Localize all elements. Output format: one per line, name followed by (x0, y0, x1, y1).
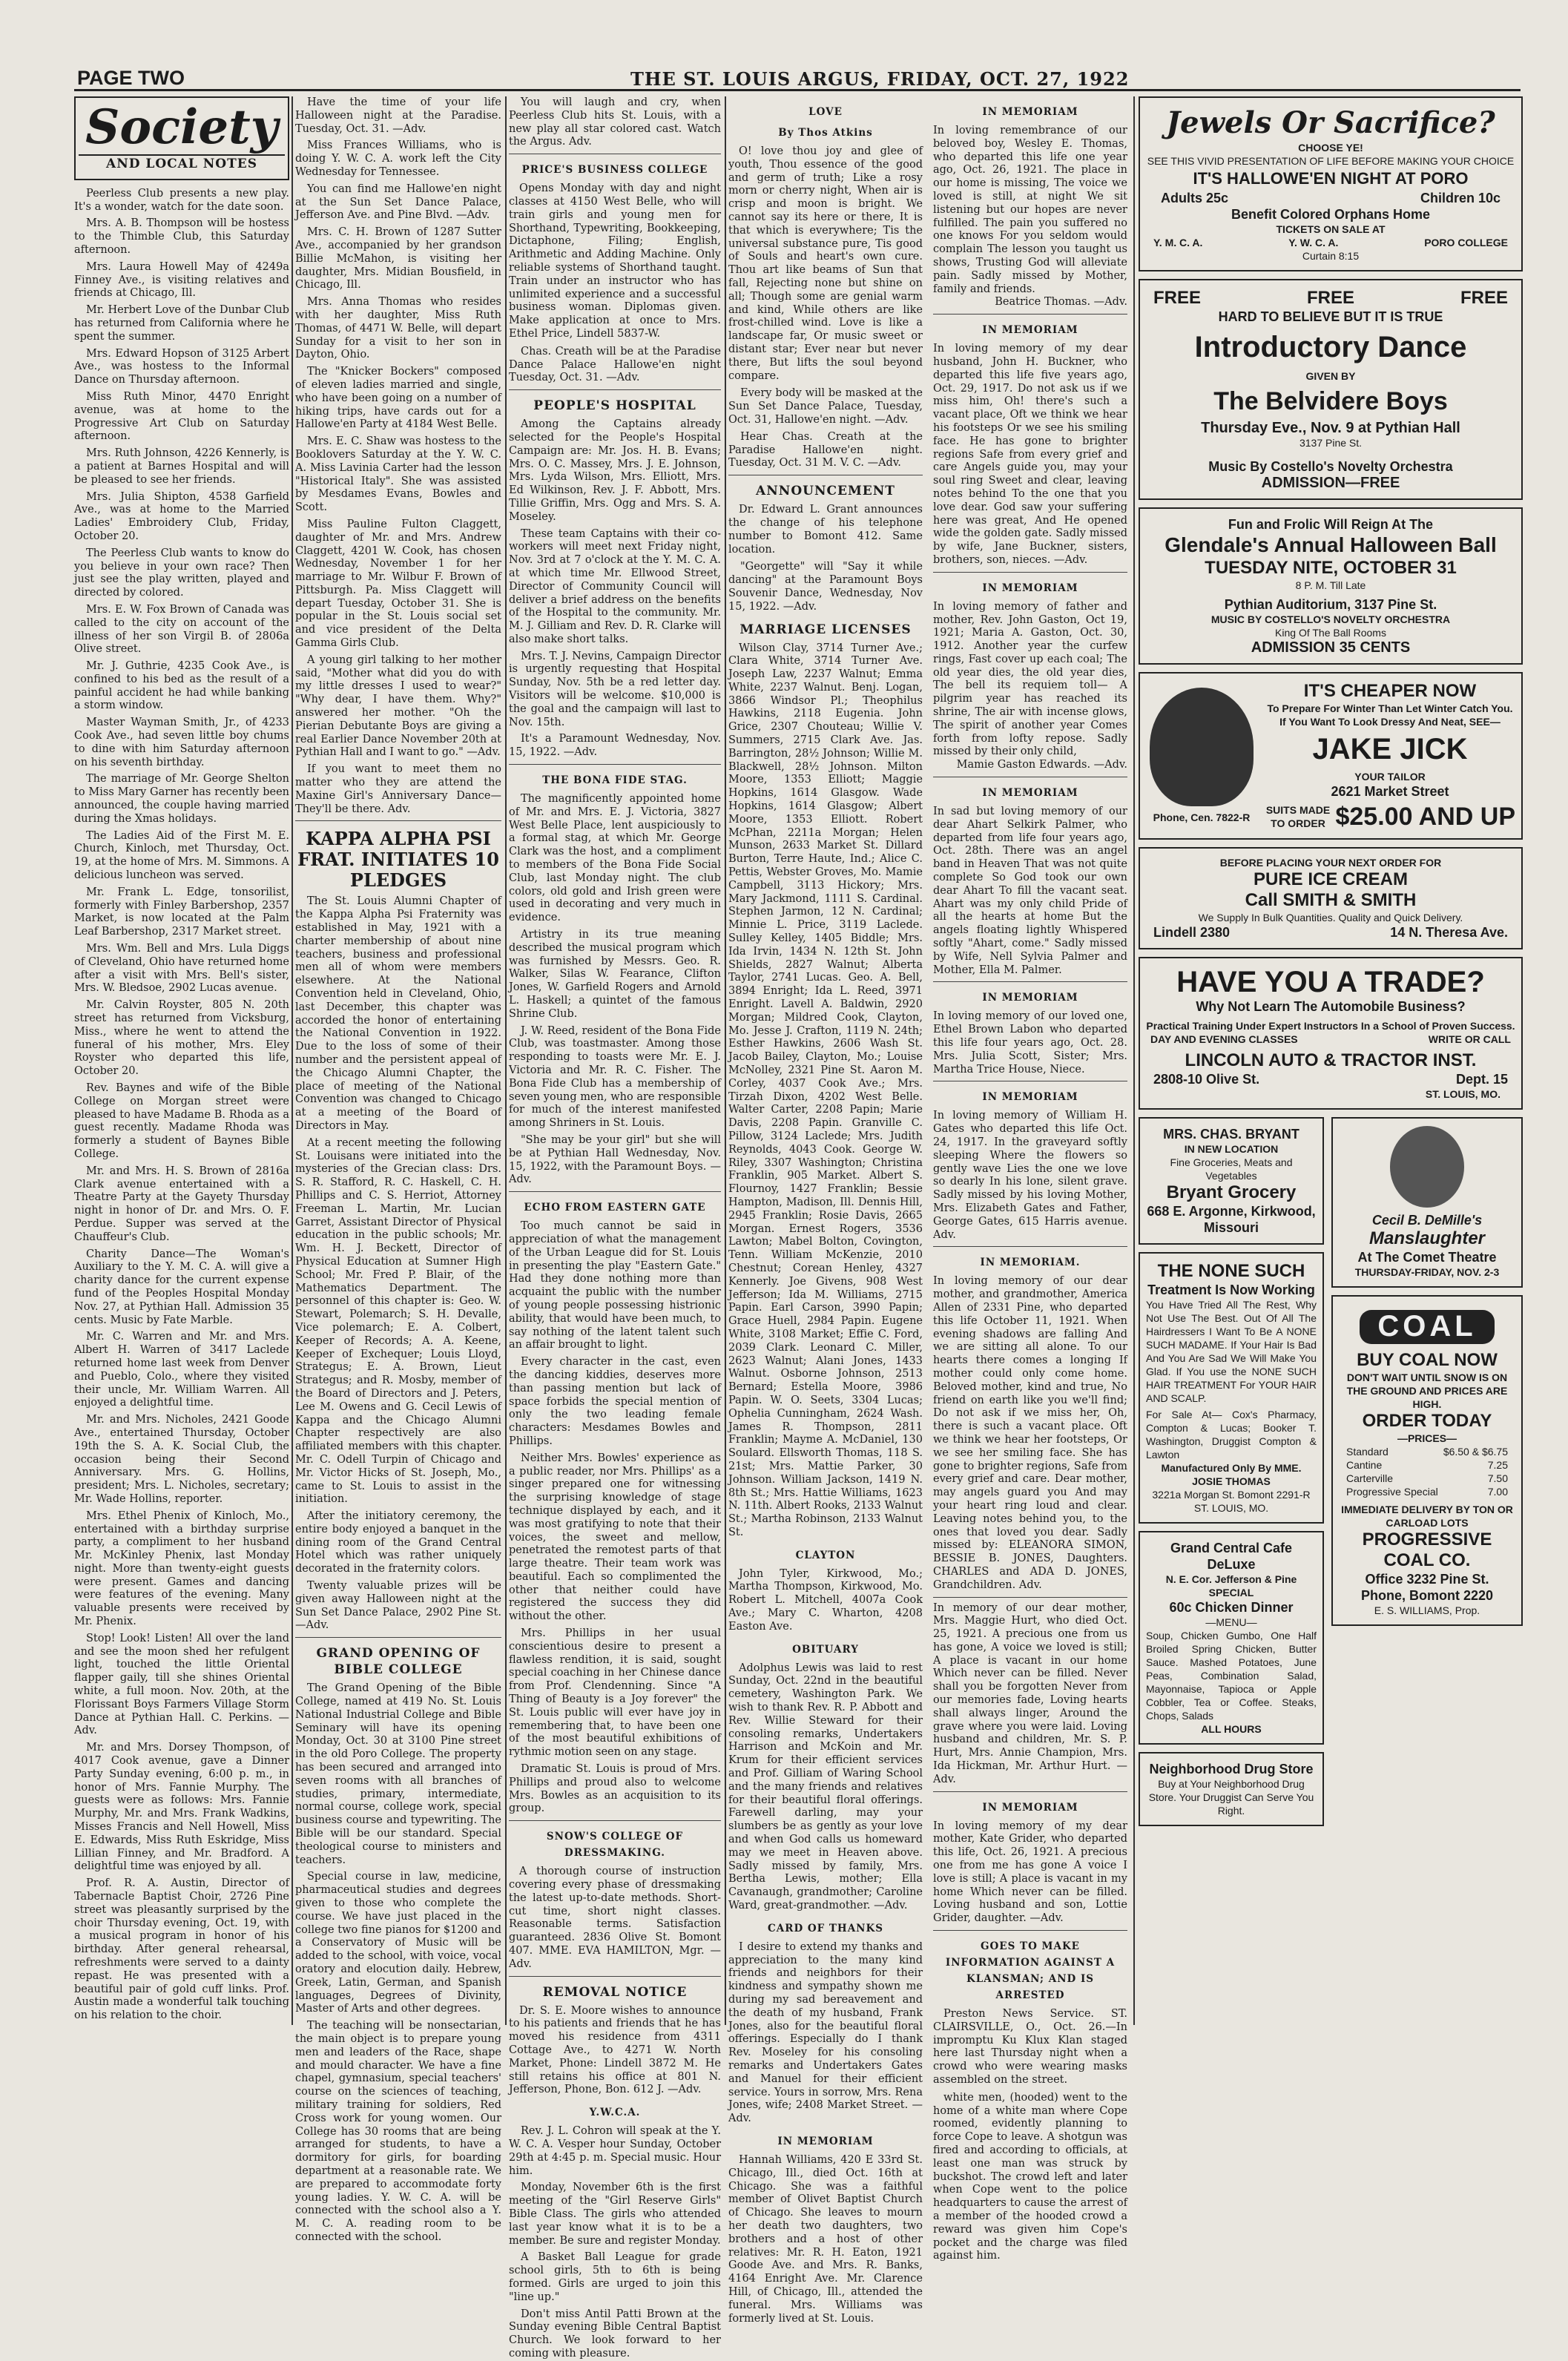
marriage-licenses-headline: MARRIAGE LICENSES (739, 622, 912, 637)
children-price: Children 10c (1420, 191, 1501, 205)
auto-training: Practical Training Under Expert Instructors In a School of Proven Success. (1146, 1020, 1515, 1032)
coal-price: 7.00 (1487, 1485, 1508, 1498)
coal-warning: DON'T WAIT UNTIL SNOW IS ON THE GROUND AND PRICES ARE HIGH. (1346, 1371, 1508, 1410)
news-item: The St. Louis Alumni Chapter of the Kappa Alpha Psi Fraternity was established in May, 1921 with a charter membership of about nine teachers, business and professional men all of whom were members elsewhere. At the National Convention held in Cleveland, Ohio, last December, this chapter was accorded the honor of entertaining the National Convention in 1922. Due to the loss of some of their number and the persistent appeal of the Chicago Alumni Chapter, the place of meeting of the National Convention was changed to Chicago at a meeting of the Board of Directors in May. (295, 895, 501, 1132)
actress-portrait (1390, 1126, 1464, 1208)
given-by: GIVEN BY (1305, 370, 1356, 382)
column-society (74, 96, 289, 2025)
free-right: FREE (1460, 288, 1508, 308)
news-item: Mrs. T. J. Nevins, Campaign Director is urgently requesting that Hospital Sunday, Nov. 5th be a red letter day. Visitors will be welcome. $10,000 is the goal and the campaign will last to Nov. 15th. (509, 650, 721, 728)
society-items (74, 188, 289, 2023)
news-item: Artistry in its true meaning described the musical program which was furnished by Messrs. Geo. R. Walker, Silas W. Fearance, Clifton Jones, W. Garfield Rogers and Arnold L. Haskell; a quintet of the famous Shrine Club. (509, 929, 721, 1020)
card-of-thanks-text: I desire to extend my thanks and appreciation to the many kind friends and neighbors for their kindness and sympathy shown me during my sad bereavement and the death of my husband, Frank Jones, also for the beautiful floral offerings. Especially do I thank Rev. Moseley for his consoling remarks and Undertakers Gates and Manuel for their efficient service. Yours in sorrow, Mrs. Rena Jones, wife; 2408 Market Street. —Adv. (728, 1940, 923, 2125)
announcement-text: Dr. Edward L. Grant announces the change of his telephone number to Bomont 412. Same location. (728, 504, 923, 556)
none-such-sub: Treatment Is Now Working (1147, 1282, 1315, 1297)
bryant-name: MRS. CHAS. BRYANT (1163, 1127, 1299, 1142)
divider (933, 1930, 1127, 1931)
news-item: Mr. J. Guthrie, 4235 Cook Ave., is confined to his bed as the result of a painful accident he had while banking a storm window. (74, 660, 289, 712)
coal-prices-label: —PRICES— (1397, 1432, 1457, 1444)
news-item: Charity Dance—The Woman's Auxiliary to the Y. M. C. A. will give a charity dance for the current expense fund of the Peoples Hospital Monday Nov. 27, at Pythian Hall. Admission 35 cents. Music by Fate Marble. (74, 1248, 289, 1326)
clayton-headline: CLAYTON (795, 1549, 856, 1561)
auto-school-ad (1139, 957, 1523, 1110)
news-item: You can find me Hallowe'en night at the Sun Set Dance Palace, Jefferson Ave. and Pine Blvd. —Adv. (295, 182, 501, 222)
tailor-text-block (1265, 681, 1515, 831)
news-item: Neither Mrs. Bowles' experience as a public reader, nor Mrs. Phillips' as a singer prepared one for witnessing the surprising knowledge of stage technique displayed by each, and it was most gratifying to note that their voices, the sweet and mellow, penetrated the remotest parts of that large theatre. Their team work was beautiful. Each so complimented the other that neither could have registered the success they did without the other. (509, 1452, 721, 1623)
cafe-title: Grand Central Cafe DeLuxe (1170, 1541, 1293, 1572)
divider (933, 1791, 1127, 1792)
column-four-right (933, 96, 1127, 2262)
demille-credit: Cecil B. DeMille's (1371, 1212, 1483, 1228)
divider (509, 1976, 721, 1977)
none-such-ad (1139, 1252, 1324, 1524)
news-item: J. W. Reed, resident of the Bona Fide Club, was toastmaster. Among those responding to toasts were Mr. E. J. Victoria and Mr. R. C. Fisher. The Bona Fide Club has a membership of seven young men, who are responsible for much of the interest manifested among Shriners in St. Louis. (509, 1024, 721, 1130)
none-such-sale: For Sale At— Cox's Pharmacy, Compton & Lucas; Booker T. Washington, Druggist Compton & Lawton (1146, 1409, 1317, 1461)
kappa-article (295, 895, 501, 1633)
venue-poro: PORO COLLEGE (1424, 237, 1508, 248)
tailor-sub: YOUR TAILOR (1354, 771, 1426, 783)
curtain-time: Curtain 8:15 (1302, 250, 1360, 262)
bona-fide-article (509, 793, 721, 1187)
drug-store-title: Neighborhood Drug Store (1149, 1762, 1314, 1776)
bryant-store: Bryant Grocery (1166, 1182, 1297, 1202)
coal-phone: Phone, Bomont 2220 (1360, 1587, 1494, 1603)
clayton-list: John Tyler, Kirkwood, Mo.; Martha Thompson, Kirkwood, Mo. Robert L. Mitchell, 4007a Cook Ave.; Mary C. Wharton, 4208 Easton Ave. (728, 1567, 923, 1633)
lower-ads (1139, 1117, 1523, 1834)
drug-store-ad (1139, 1752, 1324, 1826)
news-item: The magnificently appointed home of Mr. and Mrs. E. J. Victoria, 3827 West Belle Place, lent auspiciously to a formal stag, at which Mr. George Clark was the host, and a compliment to members of the Bona Fide Social Club, last Monday night. The club colors, old gold and Irish green were used in decorating and very much in evidence. (509, 793, 721, 924)
glendale-intro: Fun and Frolic Will Reign At The (1228, 517, 1434, 532)
belvidere-boys: The Belvidere Boys (1213, 387, 1448, 415)
news-item: Mrs. Ethel Phenix of Kinloch, Mo., entertained with a birthday surprise party, a compliment to her husband Mr. McKinley Phenix, last Monday night. More than twenty-eight guests were present. Games and dancing were features of the evening. Many valuable presents were received by Mr. Phenix. (74, 1509, 289, 1628)
news-item: Mrs. Laura Howell May of 4249a Finney Ave., is visiting relatives and friends at Chicago, Ill. (74, 260, 289, 300)
tailor-address: 2621 Market Street (1331, 784, 1449, 799)
glendale-venue: Pythian Auditorium, 3137 Pine St. (1224, 597, 1437, 612)
news-item: Mr. and Mrs. H. S. Brown of 2816a Clark avenue entertained with a Theatre Party at the Gayety Thursday night in honor of Dr. and Mrs. O. F. Perdue. Supper was served at the Chauffeur's Club. (74, 1165, 289, 1243)
coal-price-table (1339, 1445, 1515, 1498)
cafe-dinner: 60c Chicken Dinner (1169, 1600, 1294, 1615)
newspaper-title: THE ST. LOUIS ARGUS, FRIDAY, OCT. 27, 1922 (630, 68, 1130, 90)
coal-logo: COAL (1360, 1310, 1494, 1344)
ice-cream-phone: Lindell 2380 (1153, 925, 1231, 940)
coal-price-row (1346, 1458, 1508, 1472)
column-rule (1133, 96, 1135, 2025)
news-item: Mrs. E. C. Shaw was hostess to the Booklovers Saturday at the Y. W. C. A. Miss Lavinia Carter had the lesson "Historical Italy". She was assisted by Mesdames Evans, Bowles and Scott. (295, 435, 501, 514)
prices-headline: PRICE'S BUSINESS COLLEGE (521, 164, 708, 177)
memoriam-text: In loving remembrance of our beloved boy, Wesley E. Thomas, who departed this life one year ago, Oct. 26, 1921. The place in our home is missing, The voice we loved is still, at night We sit listening but our hopes are never fulfilled. The pain you suffered no one knows For you seldom would complain The lesson you taught us shows, Trusting God will alleviate pain. Sadly missed by Mother, family and friends. (933, 125, 1127, 295)
adults-price: Adults 25c (1161, 191, 1229, 205)
memoriam-small-headline: IN MEMORIAM (777, 2135, 874, 2147)
memoriam-heading: IN MEMORIAM (982, 787, 1078, 800)
glendale-admission: ADMISSION 35 CENTS (1251, 639, 1411, 656)
column-ads (1139, 96, 1523, 2025)
memoriam-heading: IN MEMORIAM (982, 992, 1078, 1004)
news-item: Have the time of your life Halloween night at the Paradise. Tuesday, Oct. 31. —Adv. (295, 96, 501, 135)
love-poem-author: By Thos Atkins (778, 127, 873, 139)
sunset-notice: Every body will be masked at the Sun Set Dance Palace, Tuesday, Oct. 31, Hallowe'en night. —Adv. (728, 387, 923, 426)
auto-city: ST. LOUIS, MO. (1425, 1088, 1501, 1100)
cafe-ad (1139, 1531, 1324, 1745)
divider (295, 820, 501, 821)
glendale-ad (1139, 507, 1523, 665)
memoriam-text: In loving memory of William H. Gates who departed this life Oct. 24, 1917. In the graveyard softly sleeping Where the flowers so gently wave Lies the one we love so dearly In his lone, silent grave. Sadly missed by his loving Mother, Mrs. Elizabeth Gates and Father, George Gates, 615 Harris avenue. Adv. (933, 1110, 1127, 1241)
klansman-headline: GOES TO MAKE INFORMATION AGAINST A KLANSMAN; AND IS ARRESTED (945, 1940, 1116, 2002)
memoriam-signature: Mamie Gaston Edwards. —Adv. (956, 759, 1127, 771)
column-two (295, 96, 501, 2243)
bona-fide-headline: THE BONA FIDE STAG. (542, 774, 688, 787)
column-four-left (728, 96, 923, 2325)
masthead (74, 64, 1521, 91)
obituary-text: Adolphus Lewis was laid to rest Sunday, Oct. 22nd in the beautiful cemetery, Washington Park. We wish to thank Rev. R. P. Abbott and Rev. Willie Steward for their consoling remarks, Undertakers Harrison and McKoin and Mr. Krum for their efficient services and Prof. Gilliam of Waring School and the many friends and relatives for their beautiful floral offerings. Farewell darling, may your slumbers be as gently as your love and when God calls us homeward may we meet in Heaven above. Sadly missed by family, Mrs. Bertha Lewis, mother; Ella Cavanaugh, grandmother; Caroline Ward, great-grandmother. —Adv. (728, 1662, 923, 1912)
jewels-choose: CHOOSE YE! (1298, 142, 1363, 154)
dance-music: Music By Costello's Novelty Orchestra (1208, 459, 1453, 474)
echo-headline: ECHO FROM EASTERN GATE (524, 1202, 706, 1214)
cafe-address: N. E. Cor. Jefferson & Pine (1165, 1573, 1297, 1585)
news-item: Mrs. Phillips in her usual conscientious desire to present a flawless rendition, it is said, sought special coaching in her Chinese dance from Prof. Clendenning. Since "A Thing of Beauty is a Joy forever" the St. Louis public will ever have joy in remembering that, to have been one of the most beautiful exhibitions of rythmic motion seen on any stage. (509, 1627, 721, 1759)
news-item: Mrs. Ruth Johnson, 4226 Kennerly, is a patient at Barnes Hospital and will be pleased to see her friends. (74, 447, 289, 486)
news-item: Mr. Herbert Love of the Dunbar Club has returned from California where he spent the summer. (74, 304, 289, 343)
news-item: The Grand Opening of the Bible College, named at 419 No. St. Louis National Industrial College and Bible Seminary will have its opening Monday, Oct. 30 at 3100 Pine street in the old Poro College. The property has been secured and arranged into seven rooms with all branches of studies, primary, intermediate, normal course, college work, special business course and typewriting. The Bible will be our standard. Special theological course to ministers and teachers. (295, 1682, 501, 1866)
news-item: Mrs. Anna Thomas who resides with her daughter, Miss Ruth Thomas, of 4471 W. Belle, will depart Sunday for a visit to her son in Dayton, Ohio. (295, 296, 501, 361)
none-such-title: THE NONE SUCH (1157, 1261, 1305, 1281)
news-item: It's a Paramount Wednesday, Nov. 15, 1922. —Adv. (509, 733, 721, 759)
divider (933, 572, 1127, 573)
obituary-headline: OBITUARY (792, 1643, 859, 1656)
memoriam-text: In loving memory of our dear mother, and grandmother, America Allen of 2331 Pine, who departed this life October 11, 1921. When evening shadows are falling And we are sitting all alone. To our hearts there comes a longing If mother could only come home. Beloved mother, kind and true, No friend on earth like you we'll find; Do not ask if we miss her, Oh, there is such a vacant place. Oft we think we hear her footsteps, Or we see her smiling face. She has gone to brighter regions, Safe from every grief and care. Dear mother, may angels guard you And may your heart ring loud and clear. Leaving notes behind you, to the ones that loved you dear. Sadly missed by: ELEANORA SIMON, BESSIE B. JONES, Daughters. CHARLES and ADA D. JONES, Grandchildren. Adv. (933, 1275, 1127, 1591)
column-rule (725, 96, 726, 2025)
divider (933, 314, 1127, 315)
news-item: Mrs. C. H. Brown of 1287 Sutter Ave., accompanied by her grandson Billie McMahon, is visiting her daughter, Mrs. Midian Bousfield, in Chicago, Ill. (295, 226, 501, 292)
memoriam-text: In loving memory of father and mother, Rev. John Gaston, Oct 19, 1921; Maria A. Gaston, Oct. 30, 1912. Another year the curfew rings, Fast cover up each coal; The old year dies, the old year dies, The bell its requiem toll— A pilgrim year has reached its shrine, The air with incense glows, The spirit of another year Comes forth from lofty repose. Sadly missed by their only child, (933, 600, 1127, 758)
column-rule (291, 96, 293, 2025)
coal-headline: BUY COAL NOW (1357, 1349, 1498, 1370)
ice-cream-supply: We Supply In Bulk Quantities. Quality and Quick Delivery. (1198, 912, 1463, 923)
news-item: Mr. Calvin Royster, 805 N. 20th street has returned from Vicksburg, Miss., where he went to attend the funeral of his mother, Mrs. Eley Royster who departed this life, October 20. (74, 999, 289, 1078)
memoriam-heading: IN MEMORIAM (982, 106, 1078, 118)
cafe-hours: ALL HOURS (1201, 1723, 1262, 1735)
divider (509, 764, 721, 765)
news-item: Mrs. A. B. Thompson will be hostess to the Thimble Club, this Saturday afternoon. (74, 217, 289, 256)
coal-grade: Carterville (1346, 1472, 1394, 1484)
snow-college-article: A thorough course of instruction covering every phase of dressmaking the latest up-to-date methods. Short-cut time, short night classes. Reasonable terms. Satisfaction guaranteed. 2836 Olive St. Bomont 407. MME. EVA HAMILTON, Mgr. —Adv. (509, 1866, 721, 1970)
news-item: Don't miss Antil Patti Brown at the Sunday evening Bible Central Baptist Church. We look forward to her coming with pleasure. (509, 2308, 721, 2360)
auto-dept: Dept. 15 (1455, 1072, 1508, 1087)
ywca-headline: Y.W.C.A. (589, 2107, 641, 2119)
glendale-date: TUESDAY NITE, OCTOBER 31 (1205, 558, 1457, 578)
tailor-phone: Phone, Cen. 7822-R (1153, 811, 1251, 823)
ice-cream-address: 14 N. Theresa Ave. (1390, 925, 1508, 940)
news-item: Dramatic St. Louis is proud of Mrs. Phillips and proud also to welcome Mrs. Bowles as an acquisition to its group. (509, 1763, 721, 1815)
news-item: The marriage of Mr. George Shelton to Miss Mary Garner has recently been announced, the couple having married during the Xmas holidays. (74, 773, 289, 825)
divider (295, 1637, 501, 1638)
news-item: Mrs. Wm. Bell and Mrs. Lula Diggs of Cleveland, Ohio have returned home after a visit with Mrs. Bell's sister, Mrs. W. Bledsoe, 2902 Lucas avenue. (74, 943, 289, 995)
removal-headline: REMOVAL NOTICE (542, 1984, 688, 2000)
column-four (728, 96, 1129, 2325)
tailor-photo-block (1146, 688, 1257, 824)
memoriam-text: In sad but loving memory of our dear Ahart Selkirk Palmer, who departed from life four years ago, Oct. 28th. There was an angel band in Heaven That was not quite complete So God took our own dear Ahart To fill the vacant seat. Ahart was my only child Pride of all the hearts at home But the angels floating lightly Whispered softly "Ahart, come." Sadly missed by Wife, Nell Sylvia Palmer and Mother, Ella M. Palmer. (933, 806, 1127, 976)
creath-notice: Chas. Creath will be at the Paradise Dance Palace Hallowe'en night Tuesday, Oct. 31. —Adv. (509, 345, 721, 384)
ice-cream-call: Call SMITH & SMITH (1245, 890, 1417, 910)
news-item: Rev. Baynes and wife of the Bible College on Morgan street were pleased to have Madame B. Rhoda as a guest recently. Madame Rhoda was formerly a student of Baynes Bible College. (74, 1082, 289, 1160)
coal-price: 7.50 (1487, 1472, 1508, 1484)
memoriam-heading: IN MEMORIAM (982, 582, 1078, 594)
glendale-king: King Of The Ball Rooms (1275, 627, 1386, 639)
memoriam-text: In loving memory of our loved one, Ethel Brown Labon who departed this life four years ago, Oct. 28. Mrs. Julia Scott, Sister; Mrs. Martha Trice House, Niece. (933, 1010, 1127, 1076)
ice-cream-ad (1139, 847, 1523, 949)
ywca-article (509, 2125, 721, 2361)
none-such-address: 3221a Morgan St. Bomont 2291-R ST. LOUIS, MO. (1152, 1489, 1311, 1514)
tailor-price: $25.00 AND UP (1335, 803, 1515, 831)
venue-ywca: Y. W. C. A. (1288, 237, 1339, 248)
none-such-maker: Manufactured Only By MME. JOSIE THOMAS (1161, 1462, 1302, 1487)
dance-date: Thursday Eve., Nov. 9 at Pythian Hall (1201, 420, 1460, 436)
coal-grade: Progressive Special (1346, 1485, 1438, 1498)
news-item: At a recent meeting the following St. Louisans were initiated into the mysteries of the Grecian class: Drs. S. R. Stafford, R. C. Haskell, C. H. Phillips and C. S. Herriot, Attorney Freeman L. Martin, Mr. Lucian Garret, Assistant Director of Physical education in the public schools; Mr. Wm. H. J. Beckett, Director of Physical Education at Sumner High School; Mr. Fred P. Blair, of the Mathematics Department. The personnel of this chapter is: Geo. W. Stewart, Polemarch; S. H. Devalle, Vice polemarch; E. A. Colbert, Keeper of Records; A. A. Keene, Keeper of Exchequer; Louis Lloyd, Strategus; E. A. Brown, Lieut Strategus; and R. Mosby, member of the Board of Directors and J. Peters, Lee M. Owens and G. Cecil Lewis of Kappa and the Chicago Alumni Chapter respectively are also affiliated members with this chapter. Mr. C. Odell Turpin of Chicago and Mr. Victor Hicks of St. Joseph, Mo., came to St. Louis to assist in the initiation. (295, 1136, 501, 1506)
news-item: Mr. and Mrs. Dorsey Thompson, of 4017 Cook avenue, gave a Dinner Party Sunday evening, 6:00 p. m., in honor of Mrs. Fannie Murphy. The guests were as follows: Mrs. Fannie Murphy, Mr. and Mrs. Frank Wadkins, Misses Francis and Nell Howell, Miss E. Edwards, Miss Ruth Eskridge, Miss Lillian Finney, and Mr. Bradford. A delightful time was enjoyed by all. (74, 1742, 289, 1873)
memoriam-text: In loving memory of my dear husband, John H. Buckner, who departed this life five years ago, Oct. 29, 1917. Do not ask us if we miss him, Oh! there's such a vacant place, Oft we think we hear his footsteps Or we see his smiling face. He has gone to brighter regions Safe from every grief and care Angels guide you, may your soul ring Sweet and clear, leaving notes behind To the one that you love dear. God saw your suffering here was great, And He opened wide the golden gate. Sadly missed by wife, Jane Buckner, sisters, brothers, son, nieces. —Adv. (933, 343, 1127, 566)
auto-school-name: LINCOLN AUTO & TRACTOR INST. (1185, 1050, 1477, 1070)
kappa-headline: KAPPA ALPHA PSI FRAT. INITIATES 10 PLEDGES (297, 828, 499, 892)
announcement-headline: ANNOUNCEMENT (756, 484, 895, 499)
divider (933, 981, 1127, 982)
news-item: After the initiatory ceremony, the entire body enjoyed a banquet in the dining room of the Grand Central Hotel which was rather uniquely decorated in the fraternity colors. (295, 1510, 501, 1575)
news-item: Miss Ruth Minor, 4470 Enright avenue, was at home to the Progressive Art Club on Saturday afternoon. (74, 390, 289, 443)
lower-ads-right (1331, 1117, 1523, 1834)
column-rule (505, 96, 507, 2025)
marriage-licenses-list: Wilson Clay, 3714 Turner Ave.; Clara White, 3714 Turner Ave. Joseph Law, 2237 Walnut; Emma White, 2237 Walnut. Benj. Logan, 3866 Windsor Pl.; Theophilus Hawkins, 2118 Eugenia. John Grice, 2307 Chouteau; Willie V. Summers, 2715 Clark Ave. Jas. Barrington, 28½ Johnson; Willie M. Blackwell, 28½ Johnson. Milton Moore, 1353 Elliott; Maggie Hopkins, 1614 Glasgow. Wade Hopkins, 1614 Glasgow; Albert Moore, 1353 Elliott. Robert McPhan, 2211a Morgan; Helen Munson, 2633 Market St. Dillard Burton, Terre Haute, Ind.; Alice C. Pettis, Webster Groves, Mo. Mamie Campbell, 3113 Hickory; Mrs. Mary Jackmond, 1111 S. Cardinal. Stephen Jarmon, 12 N. Cardinal; Minnie L. Price, 3119 Laclede. Sulley Kelley, 1405 Biddle; Mrs. Ida Irvin, 1434 N. 12th St. John Shields, 2827 Walnut; Alberta Taylor, 2741 Lucas. Geo. A. Bell, 3894 Enright; Ida L. Reed, 3971 Enright. Lavell A. Baldwin, 2920 Morgan; Mildred Cook, Clayton, Mo. Jesse J. Crafton, 1119 N. 24th; Esther Hawkins, 2606 Wash St. Jacob Bailey, Clayton, Mo.; Louise McNolley, 2321 Pine St. Aaron M. Corley, 4037 Cook Ave.; Mrs. Tirzah Dixon, 4202 West Belle. Walter Carter, 2208 Papin; Marie Davis, 2208 Papin. Granville C. Pillow, 3124 Laclede; Mrs. Judith Reynolds, 4043 Cook. George W. Riley, 3307 Washington; Christina Franklin, 905 Market. Albert S. Flournoy, 1427 Franklin; Bessie Hampton, Madison, Ill. Dennis Hill, 2945 Franklin; Rosie Davis, 2665 Morgan. Ernest Rogers, 3536 Lawton; Mabel Bolton, Covington, Tenn. William McKenzie, 2010 Chestnut; Corean Henley, 4327 Kennerly. Joe Givens, 908 West Jefferson; Ida M. Williams, 2715 Papin. Earl Carson, 3990 Papin; Grace Huell, 2984 Papin. Eugene White, 3108 Market; Effie C. Ford, 2039 Clark. Leonard C. Miller, 2623 Walnut; Alani Jones, 1433 Walnut. Osborne Johnson, 2513 Bernard; Estella Moore, 3986 Papin. W. O. Seets, 3304 Lucas; Ophelia Cunningham, 2624 Wash. James R. Thompson, 2811 Franklin; Mayme A. McDaniel, 130 Soulard. Ellsworth Thomas, 118 S. 21st; Mrs. Mattie Parker, 30 Johnson. William Jackson, 1419 N. 8th St.; Mrs. Hattie Williams, 1623 N. 11th. Albert Rooks, 2133 Walnut St.; Martha Robinson, 2133 Walnut St. (728, 642, 923, 1538)
cafe-menu-label: —MENU— (1205, 1616, 1257, 1628)
prices-article: Opens Monday with day and night classes at 4150 West Belle, who will train girls and young men for Shorthand, Typewriting, Bookkeeping, Dictaphone, Filing; English, Arithmetic and Adding Machine. Only reliable systems of Shorthand taught. Train under an instructor who has unlimited experience and a successful business woman. Diplomas given. Make application at once to Mrs. Ethel Price, Lindell 5837-W. (509, 182, 721, 340)
divider (509, 389, 721, 390)
column-three (509, 96, 721, 2360)
divider (933, 1246, 1127, 1247)
divider (933, 1597, 1127, 1598)
hospital-article (509, 418, 721, 760)
cafe-special: SPECIAL (1208, 1587, 1254, 1598)
jewels-title: Jewels Or Sacrifice? (1166, 105, 1495, 140)
coal-delivery: IMMEDIATE DELIVERY BY TON OR CARLOAD LOTS (1341, 1503, 1513, 1529)
lower-ads-left (1139, 1117, 1324, 1834)
tailor-suits: SUITS MADE TO ORDER (1265, 804, 1331, 829)
dance-address: 3137 Pine St. (1299, 437, 1363, 449)
coal-price-row (1346, 1485, 1508, 1498)
bryant-location: IN NEW LOCATION (1184, 1143, 1279, 1155)
memoriam-heading: IN MEMORIAM (982, 1801, 1078, 1814)
hospital-headline: PEOPLE'S HOSPITAL (533, 398, 696, 414)
auto-title: HAVE YOU A TRADE? (1176, 966, 1485, 998)
coal-price-row (1346, 1472, 1508, 1485)
coal-price: $6.50 & $6.75 (1443, 1445, 1508, 1458)
society-subtitle: AND LOCAL NOTES (79, 154, 285, 171)
divider (509, 1191, 721, 1192)
echo-article (509, 1220, 721, 1816)
divider (509, 1820, 721, 1821)
news-item: A young girl talking to her mother said, "Mother what did you do with my little dresses I used to wear?" "Why dear, I have them. Why?" answered her mother. "Oh the Pierian Debutante Boys are giving a real Earlier Dance November 20th at Pythian Hall and I want to go." —Adv. (295, 653, 501, 759)
dance-ad (1139, 279, 1523, 500)
news-item: Every character in the cast, even the dancing kiddies, deserves more than passing mention but lack of space forbids the special mention of only the two leading female characters: Mesdames Bowles and Phillips. (509, 1356, 721, 1447)
georgette-notice: "Georgette" will "Say it while dancing" at the Paramount Boys Souvenir Dance, Wednesday, Nov 15, 1922. —Adv. (728, 561, 923, 613)
jewels-tagline: SEE THIS VIVID PRESENTATION OF LIFE BEFORE MAKING YOUR CHOICE (1147, 155, 1515, 167)
free-left: FREE (1153, 288, 1202, 308)
news-item: Among the Captains already selected for the People's Hospital Campaign are: Mr. Jos. H. B. Evans; Mrs. O. C. Massey, Mrs. J. E. Johnson, Mrs. Lyda Wilson, Mrs. Elliott, Mrs. Ed Wilkinson, Rev. J. F. Abbott, Mrs. Tillie Griffin, Mrs. Ogg and Mrs. S. A. Moseley. (509, 418, 721, 523)
memoriam-small-text: Hannah Williams, 420 E 33rd St. Chicago, Ill., died Oct. 16th at Chicago. She was a faithful member of Olivet Baptist Church of Chicago. She leaves to mourn her death two daughters, two brothers and a host of other relatives: Mr. R. H. Eaton, 1921 Goode Ave. and Mrs. R. Banks, 4164 Enright Ave. Mr. Clarence Hill, of Chicago, Ill., attended the funeral. Mrs. Williams was formerly lived at St. Louis. (728, 2153, 923, 2325)
coal-order: ORDER TODAY (1362, 1410, 1492, 1431)
news-item: Mrs. Julia Shipton, 4538 Garfield Ave., was at home to the Married Ladies' Embroidery Club, Friday, October 20. (74, 490, 289, 542)
society-title: Society (85, 99, 278, 155)
news-item: Stop! Look! Listen! All over the land and see the moon shed her refulgent light, touched the little Oriental flapper gaily, till she shines Oriental white, a full moon. Nov. 20th, at the Florissant Boys Farmers Village Storm Dance at Pythian Hall. C. Perkins. —Adv. (74, 1632, 289, 1737)
coal-office: Office 3232 Pine St. (1365, 1571, 1489, 1587)
jewels-headline: IT'S HALLOWE'EN NIGHT AT PORO (1193, 169, 1469, 188)
glendale-music: MUSIC BY COSTELLO'S NOVELTY ORCHESTRA (1210, 613, 1451, 625)
coal-ad (1331, 1295, 1523, 1626)
news-item: If you want to meet them no matter who they are attend the Maxine Girl's Anniversary Dance—They'll be there. Adv. (295, 763, 501, 815)
memoriam-text: In memory of our dear mother, Mrs. Maggie Hurt, who died Oct. 25, 1921. A precious one from us has gone, A voice we loved is still; A place is vacant in our home Which never can be filled. Never shall you be forgotten Never from our memories fade, Loving hearts shall always linger, Around the grave where you were laid. Loving husband and children, Mr. S. P. Hurt, Mrs. Annie Champion, Mrs. Ida Hickman, Mr. Arthur Hurt. —Adv. (933, 1601, 1127, 1785)
news-item: Mr. and Mrs. Nicholes, 2421 Goode Ave., entertained Thursday, October 19th the S. A. K. Social Club, the occasion being their Second Anniversary. Mrs. G. Hollins, president; Mrs. L. Nicholes, secretary; Mr. Wade Hollins, reporter. (74, 1414, 289, 1505)
bible-college-article (295, 1682, 501, 2244)
tailor-pitch: To Prepare For Winter Than Let Winter Catch You. If You Want To Look Dressy And Neat, SEE— (1267, 702, 1513, 728)
page-number: PAGE TWO (77, 67, 185, 89)
bryant-address: 668 E. Argonne, Kirkwood, Missouri (1147, 1204, 1316, 1235)
dance-title: Introductory Dance (1194, 331, 1467, 363)
tailor-name: JAKE JICK (1312, 733, 1468, 765)
coal-company: PROGRESSIVE COAL CO. (1362, 1529, 1492, 1570)
ice-cream-title: PURE ICE CREAM (1253, 869, 1409, 889)
memoriam-heading: IN MEMORIAM (982, 1091, 1078, 1104)
news-item: "She may be your girl" but she will be at Pythian Hall Wednesday, Nov. 15, 1922, with the Paramount Boys. —Adv. (509, 1133, 721, 1186)
manslaughter-title: Manslaughter (1368, 1228, 1486, 1248)
free-center: FREE (1306, 288, 1354, 308)
tailor-portrait (1150, 688, 1254, 806)
coal-prop: E. S. WILLIAMS, Prop. (1374, 1604, 1480, 1616)
bible-college-headline: GRAND OPENING OF BIBLE COLLEGE (316, 1646, 481, 1678)
comet-theatre: At The Comet Theatre (1357, 1249, 1497, 1265)
tickets-line: TICKETS ON SALE AT (1276, 223, 1386, 235)
coal-grade: Standard (1346, 1445, 1389, 1458)
coal-grade: Cantine (1346, 1458, 1383, 1471)
news-item: Rev. J. L. Cohron will speak at the Y. W. C. A. Vesper hour Sunday, October 29th at 4:45 p. m. Special music. Hour him. (509, 2125, 721, 2177)
news-item: Mr. C. Warren and Mr. and Mrs. Albert H. Warren of 3417 Laclede returned home last week from Denver and Pueblo, Colo., where they visited their uncle, Mr. William Warren. All enjoyed a delightful time. (74, 1331, 289, 1409)
news-item: The teaching will be nonsectarian, the main object is to prepare young men and leaders of the Race, shape and mould character. We have a fine chapel, gymnasium, special teachers' course on the sciences of teaching, military training for soldiers, Red Cross work for young women. Our College has 30 rooms that are being arranged for students, to have a dormitory for girls, for boarding department at a reasonable rate. We are prepared to accommodate forty young ladies. Y. W. C. A. will be connected with the school also a Y. M. C. A. reading room to be connected with the school. (295, 2020, 501, 2243)
news-item: Mrs. Edward Hopson of 3125 Arbert Ave., was hostess to the Informal Dance on Thursday afternoon. (74, 347, 289, 386)
news-item: Special course in law, medicine, pharmaceutical studies and degrees given to those who complete the course. We have just placed in the college two fine pianos for $1200 and a Conservatory of Music will be added to the school, with voice, vocal oratory and elocution daily. Hebrew, Greek, Latin, German, and Spanish languages, Degrees of Divinity, Master of Arts and other degrees. (295, 1871, 501, 2015)
none-such-pitch: You Have Tried All The Rest, Why Not Use The Best. Out Of All The Hairdressers I Want To Be A NONE SUCH MADAME. If Your Hair Is Bad And You Are Sad We Will Make You Glad. If You use the NONE SUCH HAIR TREATMENT For YOUR HAIR AND SCALP. (1146, 1299, 1317, 1404)
news-item: Twenty valuable prizes will be given away Halloween night at the Sun Set Dance Palace, 2902 Pine St. —Adv. (295, 1580, 501, 1632)
news-item: Peerless Club presents a new play. It's a wonder, watch for the date soon. (74, 187, 289, 213)
local-notes (295, 96, 501, 816)
news-item: Too much cannot be said in appreciation of what the management of the Urban League did for St. Louis in presenting the play "Eastern Gate." Had they done nothing more than acquaint the public with the number of young people possessing histrionic ability, that would have been much, to say nothing of the latent talent such an affair brought to light. (509, 1220, 721, 1351)
jewels-ad (1139, 96, 1523, 271)
snow-college-headline: SNOW'S COLLEGE OF DRESSMAKING. (546, 1831, 684, 1860)
manslaughter-dates: THURSDAY-FRIDAY, NOV. 2-3 (1354, 1265, 1500, 1278)
drug-store-text: Buy at Your Neighborhood Drug Store. Your Druggist Can Serve You Right. (1148, 1778, 1314, 1817)
memoriam-text: In loving memory of my dear mother, Kate Grider, who departed this life, Oct. 26, 1921. A precious one from me has gone A voice I love is still; A place is vacant in my home Which never can be filled. Loving husband and son, Lottie Grider, daughter. —Adv. (933, 1820, 1127, 1925)
bryant-goods: Fine Groceries, Meats and Vegetables (1170, 1156, 1293, 1182)
society-banner (74, 96, 289, 180)
auto-sub: Why Not Learn The Automobile Business? (1196, 999, 1466, 1014)
creath-paradise-notice: Hear Chas. Creath at the Paradise Hallowe'en night. Tuesday, Oct. 31 M. V. C. —Adv. (728, 430, 923, 470)
ice-cream-intro: BEFORE PLACING YOUR NEXT ORDER FOR (1219, 857, 1442, 869)
bryant-ad (1139, 1117, 1324, 1245)
manslaughter-ad (1331, 1117, 1523, 1288)
news-item: A Basket Ball League for grade school girls, 5th to 6th is being formed. Girls are urged to join this "line up." (509, 2251, 721, 2303)
tailor-headline: IT'S CHEAPER NOW (1303, 681, 1477, 701)
klansman-article: Preston News Service. ST. CLAIRSVILLE, O., Oct. 26.—In impromptu Ku Klux Klan staged here last Thursday night when a crowd who were wearing masks assembled on the street. (933, 2008, 1127, 2087)
glendale-time: 8 P. M. Till Late (1295, 579, 1366, 591)
benefit-line: Benefit Colored Orphans Home (1231, 207, 1431, 222)
memoriam-signature: Beatrice Thomas. —Adv. (995, 296, 1127, 309)
news-item: Master Wayman Smith, Jr., of 4233 Cook Ave., had seven little boy chums to dine with him Saturday afternoon on his seventh birthday. (74, 717, 289, 768)
klansman-continued: white men, (hooded) went to the home of a white man where Cope roomed, evidently planning to force Cope to leave. A shotgun was fired and according to officials, at least one man was struck by buckshot. The crowd left and later when Cope went to the police headquarters to cause the arrest of a member of the hooded crowd a reward was given him Cope's pocket and the charge was filed against him. (933, 2091, 1127, 2262)
news-item: These team Captains with their co-workers will meet next Friday night, Nov. 3rd at 7 o'clock at the Y. M. C. A. at which time Mr. Ellwood Street, Director of Community Council will deliver a brief address on the benefits of the Hospital to the community. Mr. M. J. Gilliam and Rev. D. R. Clarke will also make short talks. (509, 527, 721, 645)
coal-price-row (1346, 1445, 1508, 1458)
memoriam-heading: IN MEMORIAM. (980, 1257, 1081, 1269)
dance-tagline: HARD TO BELIEVE BUT IT IS TRUE (1218, 309, 1443, 324)
news-item: The Ladies Aid of the First M. E. Church, Kinloch, met Thursday, Oct. 19, at the home of Mrs. M. Simmons. A delicious luncheon was served. (74, 829, 289, 882)
news-item: Prof. R. A. Austin, Director of Tabernacle Baptist Choir, 2726 Pine street was pleasantly surprised by the choir Thursday evening, Oct. 19, with a musical program in honor of his birthday. After general rehearsal, refreshments were served to a dainty repast. He was presented with a beautiful pair of gold cuff links. Prof. Austin made a wonderful talk touching on his relation to the choir. (74, 1877, 289, 2022)
auto-write: WRITE OR CALL (1428, 1033, 1511, 1045)
memoriam-heading: IN MEMORIAM (982, 324, 1078, 337)
auto-classes: DAY AND EVENING CLASSES (1150, 1033, 1298, 1045)
glendale-title: Glendale's Annual Halloween Ball (1165, 533, 1497, 556)
peerless-notice: You will laugh and cry, when Peerless Club hits St. Louis, with a new play all star colored cast. Watch the Argus. Adv. (509, 96, 721, 148)
love-poem: O! love thou joy and glee of youth, Thou essence of the good and germ of truth; Like a rosy morn or cherry night, When air is crisp and moon is bright. We cannot say its here or there, It is that which is everywhere; Tis the universal substance pure, Tis good of Souls and heart's own cure. Thou art like beams of Sun that fall, Rejecting none but shine on all; Though some are genial warm and kind, While others are like frost-chilled wind. Love is like a landscape far, Or music sweet or distant star; Ever near but never there, But lifts the soul beyond compare. (728, 145, 923, 382)
card-of-thanks-headline: CARD OF THANKS (768, 1922, 883, 1934)
memoriam-section (933, 104, 1127, 1931)
news-item: Mrs. E. W. Fox Brown of Canada was called to the city on account of the illness of her son Virgil B. of 2806a Olive street. (74, 603, 289, 656)
removal-article: Dr. S. E. Moore wishes to announce to his patients and friends that he has moved his residence from 4311 Cottage Ave., to 4271 W. North Market, Phone: Lindell 3872 M. He still retains his office at 801 N. Jefferson, Phone, Bon. 612 J. —Adv. (509, 2004, 721, 2096)
news-item: Monday, November 6th is the first meeting of the "Girl Reserve Girls" Bible Class. The girls who attended last year know what it is to be a member. Be sure and register Monday. (509, 2181, 721, 2247)
coal-price: 7.25 (1487, 1458, 1508, 1471)
tailor-ad (1139, 672, 1523, 840)
news-item: The "Knicker Bockers" composed of eleven ladies married and single, who have been going on a number of hiking trips, have cards out for a Hallowe'en Party at 4184 West Belle. (295, 366, 501, 431)
news-item: Miss Pauline Fulton Claggett, daughter of Mr. and Mrs. Andrew Claggett, 4201 W. Cook, has chosen Wednesday, November 1 for her marriage to Mr. Wilbur F. Brown of Pittsburgh. Pa. Miss Claggett will depart Tuesday, October 31. She is popular in the St. Louis social set and vice president of the Delta Gamma Girls Club. (295, 518, 501, 650)
love-poem-title: LOVE (808, 106, 843, 118)
news-item: Mr. Frank L. Edge, tonsorilist, formerly with Finley Barbershop, 2357 Market, is now located at the Palm Leaf Barbershop, 2317 Market street. (74, 886, 289, 938)
dance-admission: ADMISSION—FREE (1261, 475, 1400, 491)
cafe-menu: Soup, Chicken Gumbo, One Half Broiled Spring Chicken, Butter Sauce. Mashed Potatoes, June Peas, Combination Salad, Mayonnaise, Tapioca or Apple Cobbler, Tea or Coffee. Steaks, Chops, Salads (1146, 1630, 1317, 1722)
auto-address: 2808-10 Olive St. (1153, 1072, 1260, 1087)
venue-ymca: Y. M. C. A. (1153, 237, 1203, 248)
news-item: The Peerless Club wants to know do you believe in your own race? Then just see the play written, played and directed by colored. (74, 547, 289, 599)
news-item: Miss Frances Williams, who is doing Y. W. C. A. work left the City Wednesday for Tennessee. (295, 139, 501, 178)
